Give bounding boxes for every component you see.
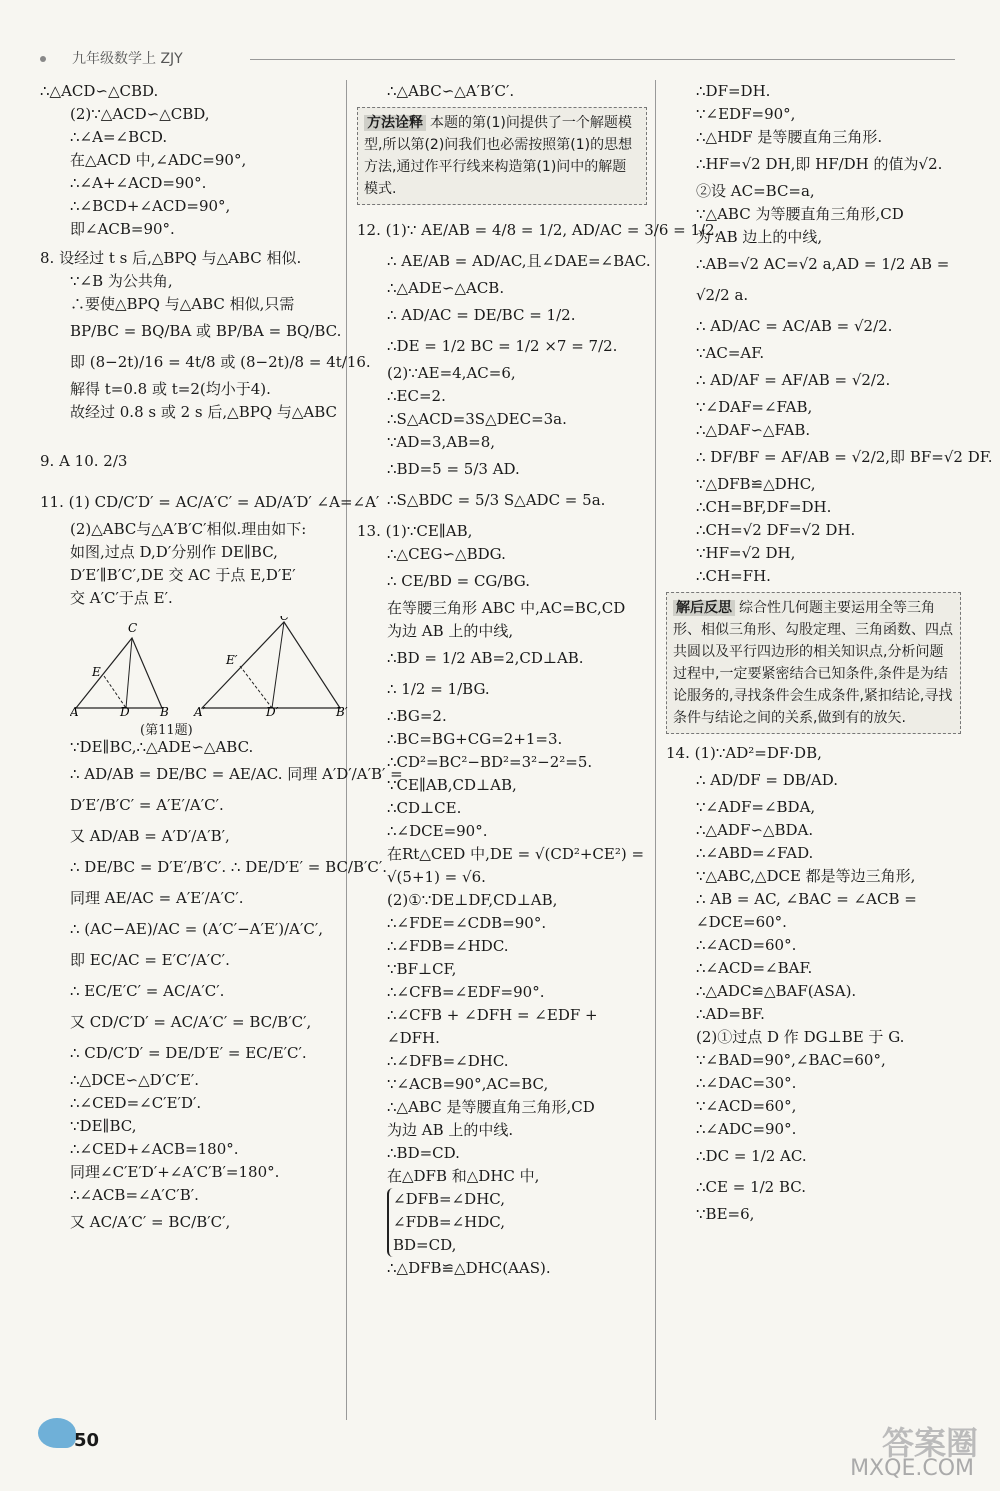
text-line: 故经过 0.8 s 或 2 s 后,△BPQ 与△ABC xyxy=(70,403,338,421)
text-line: 在△DFB 和△DHC 中, xyxy=(387,1167,540,1185)
text-line: ∵△DFB≌△DHC, xyxy=(696,475,816,493)
brace xyxy=(387,1188,505,1257)
text-line: 解得 t=0.8 或 t=2(均小于4). xyxy=(70,380,271,398)
page-number: 50 xyxy=(74,1430,100,1451)
text-line: ∴HF=√2 DH,即 HF/DH 的值为√2. xyxy=(696,155,943,173)
text-line: ∵∠B 为公共角, xyxy=(70,272,173,290)
text-line: ∴S△BDC = 5/3 S△ADC = 5a. xyxy=(387,491,606,509)
reflection-tag: 解后反思 xyxy=(673,600,735,616)
text-line: ∠DFH. xyxy=(387,1029,440,1047)
text-line: BD=CD, xyxy=(393,1236,457,1254)
reflection-box xyxy=(666,592,961,734)
vertex-label: D′ xyxy=(266,705,279,716)
figure-caption: (第11题) xyxy=(140,723,193,738)
text-line: ∴△ADC≌△BAF(ASA). xyxy=(696,982,857,1000)
text-line: ∴BC=BG+CG=2+1=3. xyxy=(387,730,563,748)
text-line: ∵BF⊥CF, xyxy=(387,960,457,978)
text-line: ∴要使△BPQ 与△ABC 相似,只需 xyxy=(70,295,295,313)
text-line: 同理∠C′E′D′+∠A′C′B′=180°. xyxy=(70,1163,280,1181)
text-line: BP/BC = BQ/BA 或 BP/BA = BQ/BC. xyxy=(70,322,342,340)
text-line: ∴∠FDE=∠CDB=90°. xyxy=(387,914,547,932)
text-line: ∴△ACD∽△CBD. xyxy=(40,82,159,100)
text-line: ∵AC=AF. xyxy=(696,344,765,362)
text-line: ∴DE = 1/2 BC = 1/2 ×7 = 7/2. xyxy=(387,337,618,355)
text-line: ∵∠ADF=∠BDA, xyxy=(696,798,816,816)
vertex-label: C′ xyxy=(280,616,292,623)
text-line: ∴BD=5 = 5/3 AD. xyxy=(387,460,520,478)
text-line: ∴ AD/AB = DE/BC = AE/AC. 同理 A′D′/A′B′ = xyxy=(70,765,403,783)
text-line: ∴∠BCD+∠ACD=90°, xyxy=(70,197,231,215)
dolphin-logo-icon xyxy=(38,1418,76,1448)
text-line: ∴ EC/E′C′ = AC/A′C′. xyxy=(70,982,225,1000)
figure-11 xyxy=(70,616,348,738)
text-line: (2)①∵DE⊥DF,CD⊥AB, xyxy=(387,891,558,909)
text-line: (2)①过点 D 作 DG⊥BE 于 G. xyxy=(696,1028,905,1046)
text-line: ∴CE = 1/2 BC. xyxy=(696,1178,806,1196)
text-line: ∴CH=√2 DF=√2 DH. xyxy=(696,521,856,539)
text-line: ∵∠DAF=∠FAB, xyxy=(696,398,813,416)
header-rule xyxy=(250,59,955,60)
vertex-label: E xyxy=(92,665,101,679)
text-line: ∵△ABC 为等腰直角三角形,CD xyxy=(696,205,904,223)
text-line: D′E′∥B′C′,DE 交 AC 于点 E,D′E′ xyxy=(70,566,296,584)
text-line: (2)△ABC与△A′B′C′相似.理由如下: xyxy=(70,520,307,538)
vertex-label: C xyxy=(128,621,138,635)
text-line: ∴ 1/2 = 1/BG. xyxy=(387,680,490,698)
text-line: √2/2 a. xyxy=(696,286,749,304)
vertex-label: A xyxy=(70,705,79,716)
text-line: ∴ AD/DF = DB/AD. xyxy=(696,771,838,789)
text-line: 在等腰三角形 ABC 中,AC=BC,CD xyxy=(387,599,626,617)
text-line: ∴∠CFB + ∠DFH = ∠EDF + xyxy=(387,1006,598,1024)
text-line: ∴S△ACD=3S△DEC=3a. xyxy=(387,410,567,428)
vertex-label: D xyxy=(120,705,130,716)
book-title: 九年级数学上 ZJY xyxy=(72,51,183,67)
text-line: ∴CH=BF,DF=DH. xyxy=(696,498,832,516)
text-line: ∴ AD/AF = AF/AB = √2/2. xyxy=(696,371,891,389)
text-line: 13. (1)∵CE∥AB, xyxy=(357,522,473,540)
text-line: ∵∠ACB=90°,AC=BC, xyxy=(387,1075,549,1093)
text-line: ∴△CEG∽△BDG. xyxy=(387,545,506,563)
text-line: ∠FDB=∠HDC, xyxy=(393,1213,505,1231)
text-line: ∴EC=2. xyxy=(387,387,446,405)
text-line: ∴△ABC∽△A′B′C′. xyxy=(387,82,515,100)
text-line: 又 AD/AB = A′D′/A′B′, xyxy=(70,827,230,845)
text-line: ∴ DF/BF = AF/AB = √2/2,即 BF=√2 DF. xyxy=(696,448,993,466)
text-line: ∵∠ACD=60°, xyxy=(696,1097,797,1115)
text-line: ∴ CE/BD = CG/BG. xyxy=(387,572,530,590)
text-line: 为 AB 边上的中线, xyxy=(696,228,823,246)
text-line: √(5+1) = √6. xyxy=(387,868,486,886)
text-line: 在△ACD 中,∠ADC=90°, xyxy=(70,151,247,169)
text-line: ∴ (AC−AE)/AC = (A′C′−A′E′)/A′C′, xyxy=(70,920,324,938)
text-line: 为边 AB 上的中线. xyxy=(387,1121,514,1139)
equation-system xyxy=(357,1188,647,1257)
text-line: ∴BD = 1/2 AB=2,CD⊥AB. xyxy=(387,649,584,667)
text-line: 在Rt△CED 中,DE = √(CD²+CE²) = xyxy=(387,845,645,863)
text-line: 如图,过点 D,D′分别作 DE∥BC, xyxy=(70,543,278,561)
text-line: D′E′/B′C′ = A′E′/A′C′. xyxy=(70,796,224,814)
text-line: 即 EC/AC = E′C′/A′C′. xyxy=(70,951,230,969)
text-line: ∴CD²=BC²−BD²=3²−2²=5. xyxy=(387,753,593,771)
text-line: ∴∠DAC=30°. xyxy=(696,1074,797,1092)
text-line: ∴DC = 1/2 AC. xyxy=(696,1147,807,1165)
text-line: ∴∠DCE=90°. xyxy=(387,822,488,840)
text-line: ∴ DE/BC = D′E′/B′C′. ∴ DE/D′E′ = BC/B′C′. xyxy=(70,858,388,876)
column-divider xyxy=(346,80,347,1420)
method-note-tag: 方法诠释 xyxy=(364,115,426,131)
text-line: ∠DCE=60°. xyxy=(696,913,787,931)
text-line: (2)∵AE=4,AC=6, xyxy=(387,364,516,382)
text-line: 为边 AB 上的中线, xyxy=(387,622,514,640)
vertex-label: B′ xyxy=(336,705,348,716)
text-line: ∵AD=3,AB=8, xyxy=(387,433,496,451)
text-line: ②设 AC=BC=a, xyxy=(696,182,815,200)
vertex-label: E′ xyxy=(226,653,238,667)
text-line: ∴∠A=∠BCD. xyxy=(70,128,168,146)
method-note-box xyxy=(357,107,647,205)
text-line: ∴△ADF∽△BDA. xyxy=(696,821,814,839)
text-line: ∴ AB = AC, ∠BAC = ∠ACB = xyxy=(696,890,917,908)
text-line: ∵DE∥BC, xyxy=(70,1117,137,1135)
text-line: ∴∠ABD=∠FAD. xyxy=(696,844,814,862)
text-line: ∵CE∥AB,CD⊥AB, xyxy=(387,776,517,794)
text-line: ∴△ABC 是等腰直角三角形,CD xyxy=(387,1098,595,1116)
vertex-label: A′ xyxy=(194,705,206,716)
watermark-logo: 答案圈 xyxy=(881,1424,978,1462)
text-line: 交 A′C′于点 E′. xyxy=(70,589,173,607)
column-3 xyxy=(666,80,993,1226)
text-line: ∵DE∥BC,∴△ADE∽△ABC. xyxy=(70,738,254,756)
text-line: ∴ CD/C′D′ = DE/D′E′ = EC/E′C′. xyxy=(70,1044,307,1062)
text-line: 即∠ACB=90°. xyxy=(70,220,175,238)
text-line: ∠DFB=∠DHC, xyxy=(393,1190,505,1208)
method-note-text: 本题的第(1)问提供了一个解题模型,所以第(2)问我们也必需按照第(1)的思想方法,通过作平行线来构造第(1)问中的解题模式. xyxy=(364,115,633,197)
text-line: ∴CD⊥CE. xyxy=(387,799,462,817)
text-line: ∵∠BAD=90°,∠BAC=60°, xyxy=(696,1051,886,1069)
column-divider xyxy=(655,80,656,1420)
text-line: ∴CH=FH. xyxy=(696,567,771,585)
text-line: ∴∠ACD=60°. xyxy=(696,936,797,954)
triangle-diagram xyxy=(70,616,350,716)
text-line: ∴∠CED+∠ACB=180°. xyxy=(70,1140,239,1158)
text-line: ∵BE=6, xyxy=(696,1205,755,1223)
text-line: ∵△ABC,△DCE 都是等边三角形, xyxy=(696,867,916,885)
text-line: 又 AC/A′C′ = BC/B′C′, xyxy=(70,1213,231,1231)
text-line: ∴∠FDB=∠HDC. xyxy=(387,937,509,955)
text-line: 8. 设经过 t s 后,△BPQ 与△ABC 相似. xyxy=(40,249,302,267)
text-line: 又 CD/C′D′ = AC/A′C′ = BC/B′C′, xyxy=(70,1013,312,1031)
text-line: 14. (1)∵AD²=DF·DB, xyxy=(666,744,822,762)
text-line: ∴△HDF 是等腰直角三角形. xyxy=(696,128,883,146)
text-line: ∴∠CFB=∠EDF=90°. xyxy=(387,983,545,1001)
text-line: ∴ AD/AC = DE/BC = 1/2. xyxy=(387,306,576,324)
text-line: ∴ AE/AB = AD/AC,且∠DAE=∠BAC. xyxy=(387,252,651,270)
text-line: 9. A 10. 2/3 xyxy=(40,452,128,470)
text-line: ∴△DCE∽△D′C′E′. xyxy=(70,1071,200,1089)
text-line: ∴∠CED=∠C′E′D′. xyxy=(70,1094,202,1112)
text-line: 12. (1)∵ AE/AB = 4/8 = 1/2, AD/AC = 3/6 = 1/2, xyxy=(357,221,720,239)
text-line: ∴AB=√2 AC=√2 a,AD = 1/2 AB = xyxy=(696,255,950,273)
text-line: ∴△DAF∽△FAB. xyxy=(696,421,811,439)
text-line: ∵HF=√2 DH, xyxy=(696,544,796,562)
text-line: ∴BG=2. xyxy=(387,707,447,725)
text-line: ∴∠DFB=∠DHC. xyxy=(387,1052,509,1070)
text-line: ∴∠A+∠ACD=90°. xyxy=(70,174,207,192)
text-line: ∵∠EDF=90°, xyxy=(696,105,796,123)
text-line: (2)∵△ACD∽△CBD, xyxy=(70,105,210,123)
text-line: 11. (1) CD/C′D′ = AC/A′C′ = AD/A′D′ ∠A=∠A′ xyxy=(40,493,380,511)
text-line: ∴∠ACB=∠A′C′B′. xyxy=(70,1186,199,1204)
text-line: ∴ AD/AC = AC/AB = √2/2. xyxy=(696,317,893,335)
text-line: ∴△DFB≌△DHC(AAS). xyxy=(387,1259,551,1277)
vertex-label: B xyxy=(160,705,169,716)
text-line: ∴△ADE∽△ACB. xyxy=(387,279,505,297)
text-line: ∴BD=CD. xyxy=(387,1144,460,1162)
text-line: ∴∠ADC=90°. xyxy=(696,1120,797,1138)
bullet-icon xyxy=(40,56,46,62)
text-line: ∴∠ACD=∠BAF. xyxy=(696,959,813,977)
page-header xyxy=(40,48,955,72)
text-line: ∴DF=DH. xyxy=(696,82,771,100)
text-line: 同理 AE/AC = A′E′/A′C′. xyxy=(70,889,244,907)
reflection-text: 综合性几何题主要运用全等三角形、相似三角形、勾股定理、三角函数、四点共圆以及平行四边形的相关知识点,分析问题过程中,一定要紧密结合已知条件,条件是为结论服务的,寻找条件会生成条件,紧扣结论,寻找条件与结论之间的关系,做到有的放矢. xyxy=(673,600,953,726)
watermark-site: MXQE.COM xyxy=(850,1456,974,1481)
text-line: ∴AD=BF. xyxy=(696,1005,765,1023)
text-line: 即 (8−2t)/16 = 4t/8 或 (8−2t)/8 = 4t/16. xyxy=(70,353,371,371)
